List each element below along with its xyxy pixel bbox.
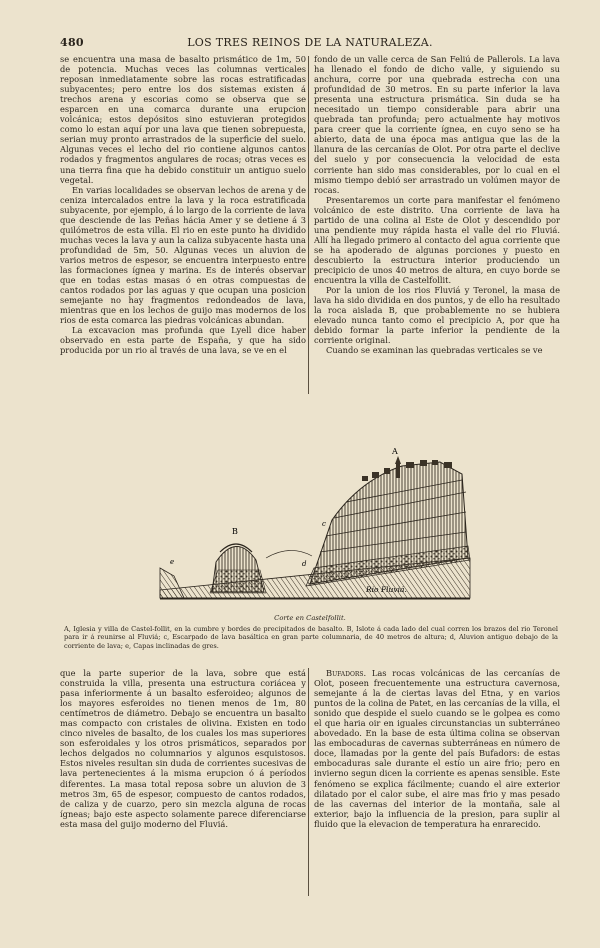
paragraph (314, 668, 560, 829)
page-number: 480 (60, 36, 84, 49)
label-e: e (170, 558, 175, 566)
paragraph: En varias localidades se observan lechos de arena y de ceniza intercalados entre la lava y la roca estratificada subyacente, por ejemplo, á lo largo de la corriente de lava que desciende de las Peñas hácia Amer y se detiene á 3 quilómetros de esta villa. El rio en este punto ha dividido muchas veces la lava y aun la caliza subyacente hasta una profundidad de 5m, 50. Algunas veces un aluvion de varios metros de espesor, se encuentra interpuesto entre las formaciones ígnea y marina. Es de interés observar que en todas estas masas ó en otras compuestas de cantos rodados por las aguas y que ocupan una posicion semejante no hay fragmentos redondeados de lava, mientras que en los lechos de guijo mas modernos de los rios de esta comarca las piedras volcánicas abundan. (60, 184, 306, 326)
section-lead: Bufadors. (326, 668, 367, 678)
left-bank (160, 568, 184, 598)
islet-b-alluvium (210, 570, 266, 593)
figure-title: Corte en Castelfollit. (274, 614, 346, 622)
column-bottom-right (314, 668, 560, 898)
paragraph: fondo de un valle cerca de San Feliú de Pallerols. La lava ha llenado el fondo de dicho valle, y siguiendo su anchura, corre por una quebrada estrecha con una profundidad de 30 metros. En su parte inferior la lava presenta una estructura prismática. Sin duda se ha necesitado un tiempo considerable para abrir una quebrada tan profunda; pero actualmente hay motivos para creer que la corriente ígnea, en cuyo seno se ha abierto, data de una época mas antigua que las de la llanura de las cercanías de Olot. Por otra parte el declive del suelo y por consecuencia la velocidad de esta corriente han sido mas considerables, por lo cual en el mismo tiempo debió ser arrastrado un volúmen mayor de rocas. (314, 54, 560, 195)
column-top-right (314, 54, 560, 396)
running-title: LOS TRES REINOS DE LA NATURALEZA. (187, 36, 433, 49)
distant-hill (266, 550, 312, 558)
label-a: A (392, 447, 398, 456)
paragraph: La excavacion mas profunda que Lyell dice haber observado en esta parte de España, y que ha sido producida por un rio al través de una lava, se ve en el (60, 325, 306, 356)
column-bottom-left (60, 668, 306, 898)
river-label: Rio Fluviá. (366, 585, 407, 594)
paragraph: se encuentra una masa de basalto prismático de 1m, 50 de potencia. Muchas veces las columnas verticales reposan inmediatamente sobre las rocas estratificadas subyacentes; pero entre los dos sistemas existen á trechos arena y escorias como se observa que se esparcen en una comarca durante una erupcion volcánica; estos depósitos sino estuvieran protegidos como lo estan aquí por una lava que tienen sobrepuesta, serian muy pronto arrastrados de la superficie del suelo. Algunas veces el lecho del rio contiene algunos cantos rodados y fragmentos angulares de rocas; otras veces es una tierra fina que ha debido constituir un antiguo suelo vegetal. (60, 54, 306, 185)
running-header (60, 36, 560, 52)
paragraph-text: Las rocas volcánicas de las cercanías de Olot, poseen frecuentemente una estructura cavernosa, semejante á la de ciertas lavas del Etna, y en varios puntos de la colina de Patet, en las cercanías de la villa, el sonido que despide el suelo cuando se le golpea es como el que haria oir en iguales circunstancias un subterráneo abovedado. En la base de esta última colina se observan las embocaduras de cavernas subterráneas en número de doce, llamadas por la gente del país Bufadors: de estas embocaduras sale durante el estío un aire frio; pero en invierno segun dicen la corriente es apenas sensible. Este fenómeno se explica fácilmente; cuando el aire exterior dilatado por el calor sube, el aire mas frio y mas pesado de las cavernas del interior de la montaña, sale al exterior, bajo la influencia de la presion, para suplir al fluido que la elevacion de temperatura ha enrarecido. (314, 668, 560, 829)
label-c: c (322, 520, 326, 528)
label-d: d (302, 560, 307, 568)
paragraph: Cuando se examinan las quebradas verticales se ve (326, 345, 543, 356)
column-divider (308, 668, 309, 896)
label-b: B (232, 527, 238, 536)
paragraph: que la parte superior de la lava, sobre que está construida la villa, presenta una estructura coriácea y pasa inferiormente á un basalto esferoideo; algunos de los mayores esferoides no tienen menos de 1m, 80 centímetros de diámetro. Debajo se encuentra un basalto mas compacto con cristales de olivina. Existen en todo cinco niveles de basalto, de los cuales los mas superiores son esferoidales y los otros prismáticos, separados por lechos delgados no columnarios y algunos esquistosos. Estos niveles resultan sin duda de corrientes sucesivas de lava pertenecientes á la misma erupcion ó á períodos diferentes. La masa total reposa sobre un aluvion de 3 metros 3m, 65 de espesor, compuesto de cantos rodados, de caliza y de cuarzo, pero sin mezcla alguna de rocas ígneas; bajo este aspecto solamente parece diferenciarse esta masa del guijo moderno del Fluviá. (60, 668, 306, 829)
paragraph: Presentaremos un corte para manifestar el fenómeno volcánico de este distrito. Una corriente de lava ha partido de una colina al Este de Olot y descendido por una pendiente muy rápida hasta el valle del rio Fluviá. Allí ha llegado primero al contacto del agua corriente que se ha apoderado de algunas porciones y puesto en descubierto la estructura interior produciendo un precipicio de unos 40 metros de altura, en cuyo borde se encuentra la villa de Castelfollit. (314, 194, 560, 286)
column-divider (308, 56, 309, 394)
figure-frame-bottom (160, 598, 470, 600)
geological-section-figure (140, 440, 480, 612)
column-top-left (60, 54, 306, 396)
figure-caption: A, Iglesia y villa de Castel-follit, en la cumbre y bordes de precipitados de basalto. B, Islote á cada lado del cual corren los brazos del rio Teronel para ir á reunirse al Fluviá; c, Escarpado de lava basáltica en gran parte columnaria, de 40 metros de altura; d, Aluvion antiguo debajo de la corriente de lava; e, Capas inclinadas de gres. (64, 625, 558, 650)
paragraph: Por la union de los rios Fluviá y Teronel, la masa de lava ha sido dividida en dos puntos, y de ello ha resultado la roca aislada B, que probablemente no se hubiera elevado nunca tanto como el precipicio A, por que ha debido formar la parte inferior la pendiente de la corriente original. (314, 285, 560, 346)
